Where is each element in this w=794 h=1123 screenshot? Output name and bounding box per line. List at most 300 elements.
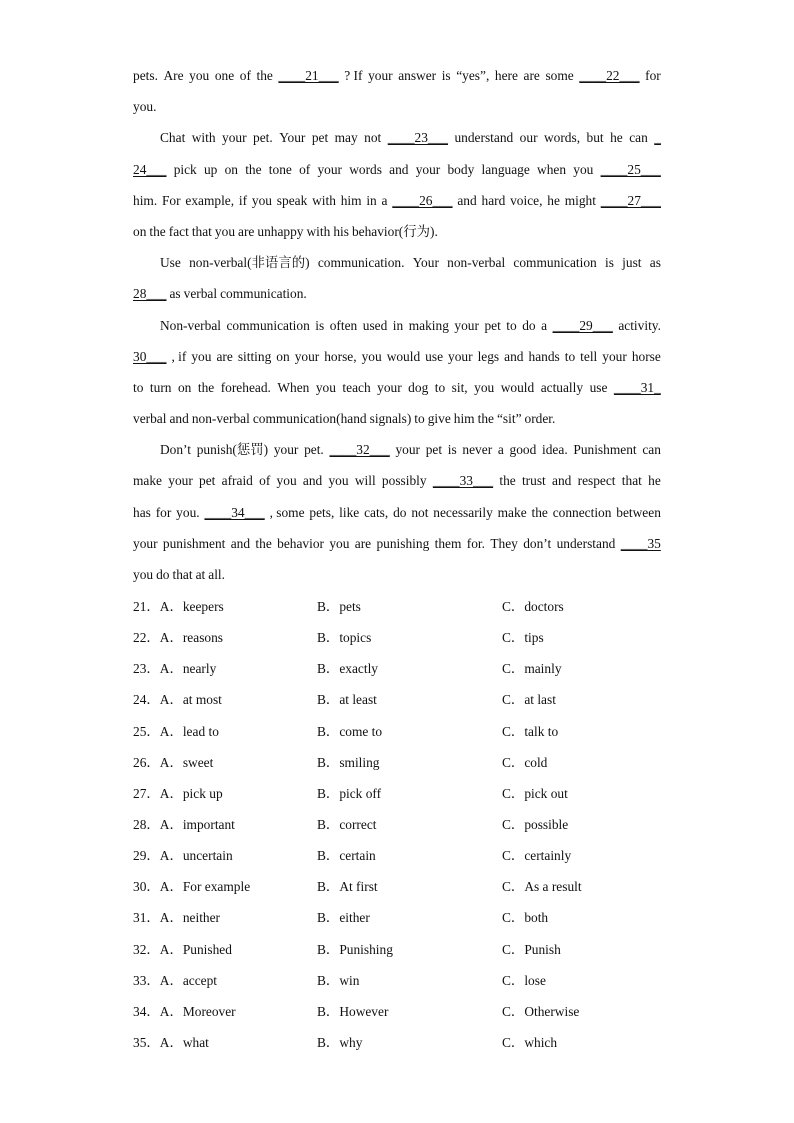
option-a-text: A．neither (159, 910, 221, 926)
option-c: C．which (502, 1034, 558, 1050)
passage-word: the (256, 68, 273, 83)
passage-word: fact (168, 223, 189, 239)
option-a (133, 684, 222, 715)
passage-word: understand (556, 535, 616, 551)
option-c: C．doctors (502, 599, 564, 614)
option-a-text: A．important (159, 816, 235, 832)
passage-word: at (195, 567, 206, 582)
passage-word: of (239, 68, 251, 83)
passage-word: respect (577, 473, 616, 489)
passage-word: communication (513, 255, 597, 271)
passage-word: a (541, 317, 548, 333)
passage-word: for. (466, 535, 485, 551)
passage-word: your (317, 161, 342, 177)
passage-word: dog (408, 379, 429, 395)
question-number: 23． (133, 661, 160, 677)
passage-word: ? If (344, 68, 363, 83)
cloze-passage (133, 60, 661, 590)
passage-word: trust (521, 473, 546, 489)
passage-line (133, 185, 661, 216)
passage-word: Are (163, 68, 184, 83)
passage-word: cats, (364, 504, 389, 520)
passage-word: here (494, 68, 518, 83)
passage-word: used (362, 317, 388, 333)
passage-word: in (392, 317, 404, 333)
passage-word: turn (149, 379, 172, 395)
passage-word: in (366, 192, 377, 208)
passage-word: Non-verbal (160, 317, 221, 333)
option-b: B．certain (317, 848, 376, 864)
passage-word: , some (269, 504, 305, 520)
question-row (133, 653, 693, 684)
passage-word: signals) (369, 411, 412, 427)
passage-word: has (133, 504, 151, 520)
passage-word: possibly (381, 473, 427, 489)
passage-word: on (224, 161, 238, 177)
passage-word: pet (199, 473, 216, 489)
option-a (133, 965, 217, 996)
passage-word: but (586, 130, 604, 146)
passage-word: him (453, 411, 475, 427)
passage-word: good (509, 442, 537, 458)
passage-word: , if (171, 348, 187, 364)
passage-word: pick (173, 161, 197, 177)
passage-word: make (497, 504, 527, 520)
option-c: C．talk to (502, 723, 559, 739)
option-c: C．lose (502, 972, 546, 988)
passage-word: our (519, 130, 538, 146)
passage-word: with (312, 192, 336, 208)
option-a (133, 902, 220, 933)
answer-blank: ____33___ (432, 473, 494, 489)
passage-word: pet. (253, 130, 273, 146)
passage-word: behavior(行为). (351, 223, 438, 239)
answer-blank: ____22___ (579, 68, 640, 83)
option-a-text: A．Moreover (159, 1003, 236, 1019)
passage-word: you (214, 223, 236, 239)
passage-word: on (177, 379, 192, 395)
passage-word: would (386, 348, 421, 364)
passage-word: the (531, 504, 548, 520)
passage-word: do (156, 567, 170, 582)
passage-word: pets, (309, 504, 335, 520)
option-c: C．cold (502, 754, 548, 770)
passage-word: Your (412, 255, 439, 271)
passage-word: your (294, 348, 320, 364)
passage-word: with (191, 130, 216, 146)
option-b: B．pets (317, 599, 361, 614)
passage-line (133, 310, 661, 341)
passage-word: on (133, 223, 147, 239)
option-a (133, 653, 216, 684)
passage-word: him. (133, 192, 158, 208)
answer-blank: ____25___ (600, 161, 661, 177)
passage-word: voice, (510, 192, 543, 208)
passage-word: if (238, 192, 248, 208)
passage-word: verbal (183, 286, 218, 302)
passage-word: and (302, 473, 323, 489)
passage-word: and (504, 348, 524, 364)
passage-word: you. (176, 504, 200, 520)
passage-word: punishing (376, 535, 430, 551)
passage-word: some (545, 68, 574, 83)
passage-word: sitting (237, 348, 272, 364)
passage-word: when (537, 161, 567, 177)
passage-word: like (339, 504, 360, 520)
passage-word: of (299, 161, 311, 177)
passage-word: use (425, 348, 444, 364)
passage-word: can (642, 442, 661, 458)
option-b: B．come to (317, 723, 383, 739)
passage-word: with (306, 223, 331, 239)
option-c: C．tips (502, 630, 544, 646)
passage-word: non-verbal (191, 411, 250, 427)
passage-word: you (573, 161, 594, 177)
passage-line (133, 403, 661, 434)
passage-word: a (497, 442, 504, 458)
option-b: B．either (317, 910, 370, 926)
passage-word: you. (133, 99, 157, 115)
passage-word: hands (528, 348, 560, 364)
passage-word: and (169, 411, 189, 427)
question-row (133, 902, 693, 933)
option-c: C．mainly (502, 661, 562, 677)
passage-word: he (648, 473, 661, 489)
passage-word: to (434, 379, 446, 395)
passage-word: your (222, 130, 247, 146)
question-number: 22． (133, 630, 160, 646)
passage-word: to (564, 348, 576, 364)
passage-word: activity. (618, 317, 661, 333)
passage-word: may (334, 130, 358, 146)
passage-word: is (315, 317, 325, 333)
passage-word: do (393, 504, 407, 520)
passage-line (133, 497, 661, 528)
passage-word: might (564, 192, 596, 208)
passage-word: necessarily (433, 504, 493, 520)
passage-word: They (490, 535, 518, 551)
passage-word: all. (208, 567, 225, 582)
passage-word: words (349, 161, 382, 177)
passage-word: as (169, 286, 181, 302)
passage-word: the (499, 473, 516, 489)
answer-options-list (133, 591, 693, 1058)
passage-word: the (149, 223, 166, 239)
passage-word: one (214, 68, 235, 83)
passage-word: communication. (220, 286, 307, 302)
option-a-text: A．what (159, 1034, 209, 1050)
passage-word: his (333, 223, 349, 239)
passage-word: are (354, 535, 372, 551)
question-number: 26． (133, 754, 160, 770)
passage-word: can (629, 130, 648, 146)
passage-word: afraid (221, 473, 253, 489)
passage-word: your (395, 442, 421, 458)
question-row (133, 840, 693, 871)
option-c: C．possible (502, 816, 569, 832)
option-a-text: A．nearly (159, 661, 217, 677)
passage-word: language (481, 161, 530, 177)
passage-word: pet (425, 442, 443, 458)
passage-word: tell (580, 348, 598, 364)
passage-word: non-verbal(非语言的) (189, 255, 310, 271)
passage-line (133, 247, 661, 278)
option-a (133, 716, 219, 747)
question-number: 29． (133, 848, 160, 864)
question-number: 30． (133, 879, 160, 895)
passage-word: “yes”, (456, 68, 490, 83)
passage-word: pet (311, 130, 329, 146)
question-row (133, 591, 693, 622)
passage-word: that (621, 473, 642, 489)
passage-word: to (133, 379, 144, 395)
option-b: B．smiling (317, 754, 380, 770)
option-c: C．both (502, 910, 549, 926)
option-a (133, 809, 235, 840)
passage-word: that (191, 223, 212, 239)
passage-line (133, 528, 661, 559)
passage-word: never (462, 442, 493, 458)
passage-word: between (616, 504, 661, 520)
passage-word: Use (160, 255, 181, 271)
passage-word: your (377, 379, 402, 395)
passage-word: up (203, 161, 218, 177)
passage-line (133, 559, 661, 590)
passage-word: sit, (451, 379, 468, 395)
option-b: B．win (317, 972, 360, 988)
option-b: B．at least (317, 692, 377, 708)
option-a-text: A．For example (159, 879, 251, 895)
passage-word: on (276, 348, 290, 364)
option-c: C．Otherwise (502, 1003, 580, 1019)
option-a (133, 591, 224, 622)
question-number: 34． (133, 1003, 160, 1019)
passage-word: pet (484, 317, 501, 333)
option-a-text: A．keepers (159, 599, 224, 614)
option-a (133, 1027, 209, 1058)
question-row (133, 996, 693, 1027)
option-a-text: A．Punished (159, 941, 232, 957)
passage-line (133, 341, 661, 372)
passage-line (133, 372, 661, 403)
passage-word: communication. (317, 255, 405, 271)
passage-word: that (172, 567, 193, 582)
passage-line (133, 154, 661, 185)
passage-word: actually (540, 379, 584, 395)
option-a-text: A．at most (159, 692, 222, 708)
passage-word: is (604, 255, 614, 271)
passage-line (133, 434, 661, 465)
answer-blank: 30___ (133, 348, 167, 364)
question-row (133, 747, 693, 778)
question-row (133, 934, 693, 965)
passage-word: is (441, 68, 451, 83)
answer-blank: ____21___ (278, 68, 339, 83)
passage-word: words, (543, 130, 581, 146)
passage-word: and (389, 161, 409, 177)
passage-word: your (133, 535, 158, 551)
passage-word: example, (185, 192, 235, 208)
passage-word: a (381, 192, 388, 208)
option-b: B．topics (317, 630, 372, 646)
option-b: B．correct (317, 816, 377, 832)
option-a-text: A．accept (159, 972, 218, 988)
passage-line (133, 122, 661, 153)
question-row (133, 809, 693, 840)
passage-word: often (329, 317, 358, 333)
question-number: 32． (133, 941, 160, 957)
answer-blank: 28___ (133, 286, 167, 302)
question-number: 25． (133, 723, 160, 739)
option-c: C．at last (502, 692, 556, 708)
passage-word: “sit” (496, 411, 522, 427)
option-a (133, 778, 223, 809)
passage-word: your (448, 348, 473, 364)
question-number: 24． (133, 692, 160, 708)
option-a (133, 622, 223, 653)
passage-word: you (315, 379, 336, 395)
question-number: 35． (133, 1034, 160, 1050)
question-row (133, 622, 693, 653)
passage-word: give (427, 411, 451, 427)
option-c: C．pick out (502, 785, 568, 801)
passage-word: horse, (324, 348, 357, 364)
question-row (133, 716, 693, 747)
passage-word: you (133, 567, 154, 582)
option-a-text: A．lead to (159, 723, 219, 739)
answer-blank: ____32___ (329, 442, 390, 458)
passage-word: he (610, 130, 623, 146)
answer-blank: ____23___ (387, 130, 448, 146)
passage-line (133, 465, 661, 496)
passage-word: you (361, 348, 382, 364)
question-number: 31． (133, 910, 160, 926)
passage-word: punish(惩罚) (196, 442, 269, 458)
option-a-text: A．pick up (159, 785, 223, 801)
option-a (133, 840, 233, 871)
passage-word: the (477, 411, 494, 427)
question-row (133, 778, 693, 809)
passage-word: you (251, 192, 272, 208)
question-number: 33． (133, 972, 160, 988)
passage-word: for (645, 68, 661, 83)
passage-word: you (191, 348, 212, 364)
option-a (133, 934, 232, 965)
passage-word: Chat (160, 130, 186, 146)
passage-word: pet. (304, 442, 324, 458)
passage-word: your (415, 161, 441, 177)
passage-word: will (354, 473, 376, 489)
passage-word: your (273, 442, 299, 458)
passage-word: communication (226, 317, 310, 333)
passage-word: him (340, 192, 362, 208)
passage-word: as (649, 255, 661, 271)
passage-word: legs (477, 348, 500, 364)
passage-word: pets. (133, 68, 158, 83)
passage-word: your (602, 348, 627, 364)
passage-word: don’t (523, 535, 552, 551)
option-a-text: A．reasons (159, 630, 224, 646)
passage-word: For (161, 192, 181, 208)
answer-blank: ____29___ (552, 317, 613, 333)
answer-blank: ____34___ (204, 504, 265, 520)
passage-word: forehead. (220, 379, 271, 395)
passage-word: understand (454, 130, 514, 146)
passage-word: hard (481, 192, 506, 208)
passage-word: the (255, 535, 272, 551)
passage-word: just (622, 255, 642, 271)
passage-word: verbal (133, 411, 167, 427)
passage-word: do (522, 317, 536, 333)
passage-word: not (364, 130, 382, 146)
option-a (133, 747, 213, 778)
passage-word: and (230, 535, 251, 551)
question-row (133, 684, 693, 715)
passage-word: are (523, 68, 540, 83)
passage-word: you (474, 379, 495, 395)
passage-word: behavior (277, 535, 324, 551)
option-b: B．At first (317, 879, 378, 895)
option-a-text: A．uncertain (159, 848, 233, 864)
passage-word: not (411, 504, 429, 520)
option-b: B．exactly (317, 661, 378, 677)
passage-word: use (589, 379, 608, 395)
passage-word: and (457, 192, 477, 208)
passage-word: the (245, 161, 262, 177)
option-c: C．Punish (502, 941, 561, 957)
passage-line (133, 278, 661, 309)
passage-word: you (276, 473, 297, 489)
answer-blank: ____35 (620, 535, 661, 551)
passage-word: Don’t (160, 442, 191, 458)
passage-word: tone (268, 161, 292, 177)
passage-word: punishment (162, 535, 226, 551)
passage-word: unhappy (257, 223, 304, 239)
answer-blank: ____31_ (613, 379, 661, 395)
option-c: C．As a result (502, 879, 582, 895)
passage-word: is (447, 442, 457, 458)
question-row (133, 965, 693, 996)
passage-word: to (506, 317, 517, 333)
passage-line (133, 60, 661, 91)
option-b: B．pick off (317, 785, 382, 801)
question-row (133, 871, 693, 902)
passage-word: When (277, 379, 310, 395)
passage-word: horse (631, 348, 661, 364)
option-a (133, 871, 250, 902)
passage-line (133, 91, 661, 122)
passage-line (133, 216, 661, 247)
passage-word: Your (279, 130, 306, 146)
option-b: B．Punishing (317, 941, 393, 957)
question-row (133, 1027, 693, 1058)
passage-word: would (500, 379, 535, 395)
passage-word: Punishment (573, 442, 637, 458)
passage-word: non-verbal (447, 255, 506, 271)
passage-word: the (197, 379, 215, 395)
passage-word: answer (398, 68, 437, 83)
passage-word: you (329, 535, 350, 551)
answer-blank: 24___ (133, 161, 167, 177)
passage-word: for (155, 504, 172, 520)
passage-word: body (447, 161, 475, 177)
passage-word: idea. (542, 442, 568, 458)
passage-word: make (133, 473, 162, 489)
passage-word: are (238, 223, 255, 239)
passage-word: you (189, 68, 210, 83)
passage-word: your (168, 473, 193, 489)
passage-word: he (547, 192, 560, 208)
